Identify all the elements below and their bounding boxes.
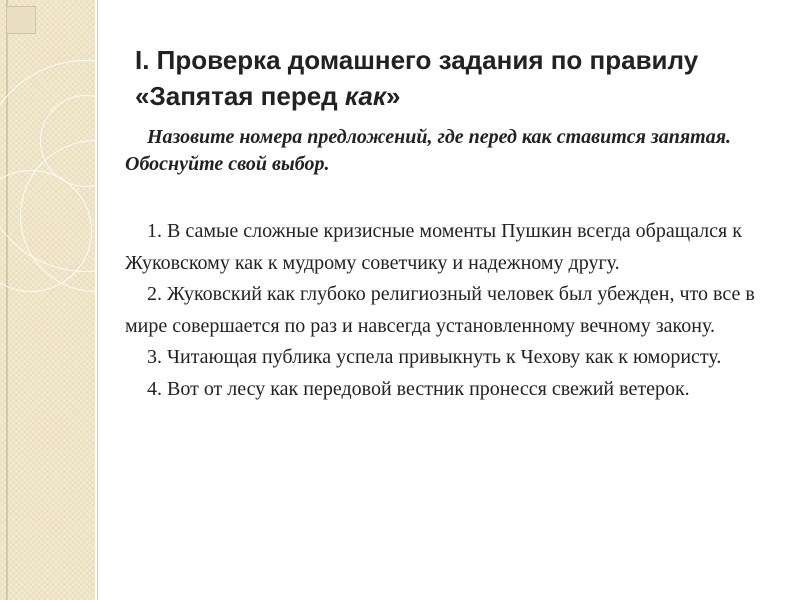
sentence-item: 3. Читающая публика успела привыкнуть к Чехову как к юмористу. [147,346,722,368]
sentence-item: 2. Жуковский как глубоко религиозный человек был убежден, что все в мире совершается по раз и навсегда установленному вечному закону. [125,283,755,337]
title-close: » [386,81,401,111]
decorative-square [6,6,36,34]
title-main: I. Проверка домашнего задания по правилу «Запятая перед [135,45,699,111]
decorative-side-panel [0,0,95,600]
slide-title [135,42,775,114]
sentence-list [125,216,780,405]
sentence-item: 4. Вот от лесу как передовой вестник пронесся свежий ветерок. [147,377,690,400]
instruction-text: Назовите номера предложений, где перед как ставится запятая. Обоснуйте свой выбор. [125,126,732,175]
divider-line [97,0,98,600]
title-emphasis: как [344,81,387,111]
sentence-item: 1. В самые сложные кризисные моменты Пушкин всегда обращался к Жуковскому как к мудрому советчику и надежному другу. [125,220,742,274]
panel-rule [6,0,8,600]
